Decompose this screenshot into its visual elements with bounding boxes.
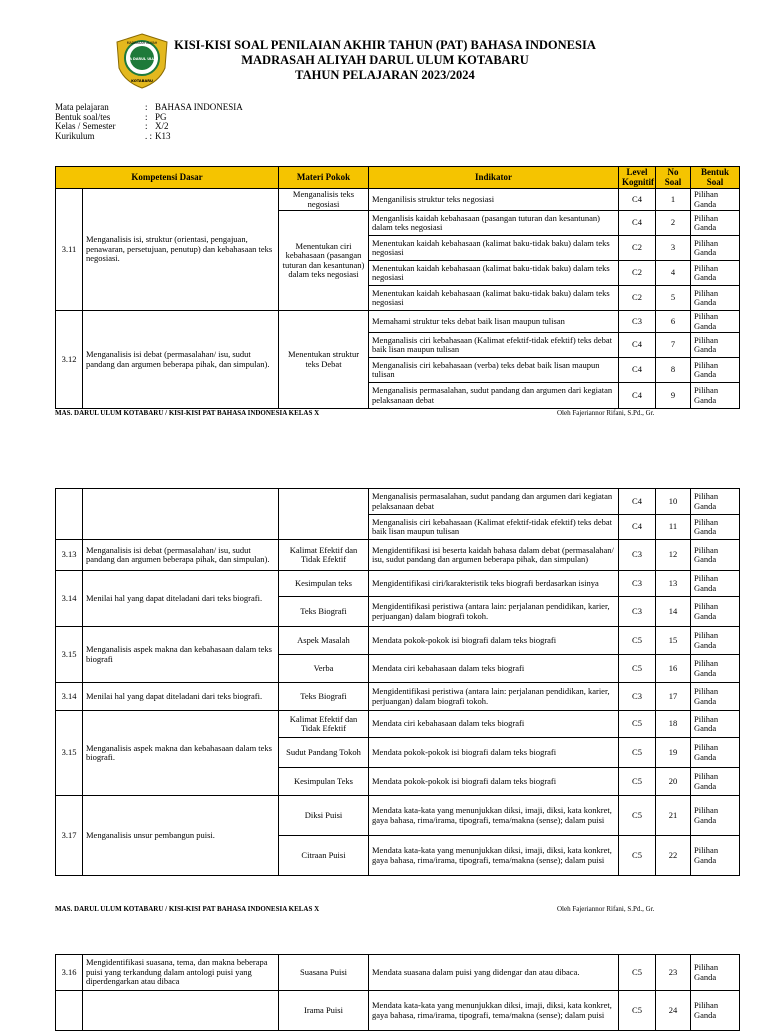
kd-text — [83, 991, 279, 1031]
no-cell: 14 — [656, 597, 691, 627]
level-cell: C3 — [619, 540, 656, 571]
kd-number: 3.12 — [56, 311, 83, 409]
no-cell: 19 — [656, 738, 691, 768]
indikator-cell: Menganalisis ciri kebahasaan (verba) teks debat baik lisan maupun tulisan — [369, 358, 619, 383]
kd-number: 3.17 — [56, 796, 83, 876]
footer-right: Oleh Fajeriannor Rifani, S.Pd., Gr. — [557, 905, 655, 913]
bentuk-cell: Pilihan Ganda — [691, 211, 740, 236]
document-header — [0, 30, 768, 90]
level-cell: C2 — [619, 261, 656, 286]
no-cell: 4 — [656, 261, 691, 286]
bentuk-cell: Pilihan Ganda — [691, 189, 740, 211]
no-cell: 6 — [656, 311, 691, 333]
materi-cell: Kesimpulan Teks — [279, 768, 369, 796]
page-1 — [0, 0, 768, 430]
no-cell: 12 — [656, 540, 691, 571]
bentuk-cell: Pilihan Ganda — [691, 683, 740, 711]
table-row — [56, 796, 740, 836]
bentuk-cell: Pilihan Ganda — [691, 540, 740, 571]
kd-number — [56, 991, 83, 1031]
footer-left: MAS. DARUL ULUM KOTABARU / KISI-KISI PAT BAHASA INDONESIA KELAS X — [55, 905, 320, 913]
bentuk-cell: Pilihan Ganda — [691, 333, 740, 358]
level-cell: C5 — [619, 955, 656, 991]
materi-cell: Aspek Masalah — [279, 627, 369, 655]
materi-cell: Suasana Puisi — [279, 955, 369, 991]
materi-cell: Kalimat Efektif dan Tidak Efektif — [279, 711, 369, 738]
no-cell: 13 — [656, 571, 691, 597]
materi-cell: Kesimpulan teks — [279, 571, 369, 597]
page-3 — [0, 950, 768, 1024]
level-cell: C2 — [619, 236, 656, 261]
header-bentuk: Bentuk Soal — [691, 167, 740, 189]
indikator-cell: Menganalisis ciri kebahasaan (Kalimat efektif-tidak efektif) teks debat baik lisan maupun tulisan — [369, 515, 619, 540]
bentuk-cell: Pilihan Ganda — [691, 286, 740, 311]
kd-number: 3.13 — [56, 540, 83, 571]
bentuk-cell: Pilihan Ganda — [691, 796, 740, 836]
bentuk-cell: Pilihan Ganda — [691, 768, 740, 796]
materi-cell: Kalimat Efektif dan Tidak Efektif — [279, 540, 369, 571]
header-materi: Materi Pokok — [279, 167, 369, 189]
materi-cell: Sudut Pandang Tokoh — [279, 738, 369, 768]
no-cell: 11 — [656, 515, 691, 540]
no-cell: 10 — [656, 489, 691, 515]
indikator-cell: Mengidentifikasi ciri/karakteristik teks biografi berdasarkan isinya — [369, 571, 619, 597]
no-cell: 9 — [656, 383, 691, 409]
indikator-cell: Mengidentifikasi peristiwa (antara lain: perjalanan pendidikan, karier, perjuangan) dalam biografi tokoh. — [369, 683, 619, 711]
table-row — [56, 571, 740, 597]
page-2 — [0, 480, 768, 920]
no-cell: 16 — [656, 655, 691, 683]
level-cell: C4 — [619, 358, 656, 383]
kd-number: 3.15 — [56, 627, 83, 683]
no-cell: 18 — [656, 711, 691, 738]
level-cell: C4 — [619, 383, 656, 409]
table-row — [56, 955, 740, 991]
indikator-cell: Mendata kata-kata yang menunjukkan diksi, imaji, diksi, kata konkret, gaya bahasa, rima/irama, tipografi, tema/makna (sense); dalam puisi — [369, 796, 619, 836]
level-cell: C3 — [619, 683, 656, 711]
kd-number: 3.16 — [56, 955, 83, 991]
meta-info — [55, 103, 243, 141]
level-cell: C5 — [619, 768, 656, 796]
bentuk-cell: Pilihan Ganda — [691, 627, 740, 655]
bentuk-cell: Pilihan Ganda — [691, 515, 740, 540]
level-cell: C4 — [619, 189, 656, 211]
table-row — [56, 489, 740, 515]
no-cell: 7 — [656, 333, 691, 358]
level-cell: C5 — [619, 796, 656, 836]
level-cell: C4 — [619, 489, 656, 515]
kd-text: Menilai hal yang dapat diteladani dari teks biografi. — [83, 571, 279, 627]
doc-title-1: KISI-KISI SOAL PENILAIAN AKHIR TAHUN (PAT) BAHASA INDONESIA — [174, 38, 596, 52]
kd-number — [56, 489, 83, 540]
no-cell: 15 — [656, 627, 691, 655]
indikator-cell: Menganalisis permasalahan, sudut pandang dan argumen dari kegiatan pelaksanaan debat — [369, 383, 619, 409]
materi-cell: Verba — [279, 655, 369, 683]
bentuk-cell: Pilihan Ganda — [691, 655, 740, 683]
header-indikator: Indikator — [369, 167, 619, 189]
indikator-cell: Menentukan kaidah kebahasaan (kalimat baku-tidak baku) dalam teks negosiasi — [369, 236, 619, 261]
meta-row: Bentuk soal/tes : PG — [55, 111, 167, 122]
table-row — [56, 540, 740, 571]
indikator-cell: Menganalisis permasalahan, sudut pandang dan argumen dari kegiatan pelaksanaan debat — [369, 489, 619, 515]
table-row — [56, 683, 740, 711]
bentuk-cell: Pilihan Ganda — [691, 489, 740, 515]
indikator-cell: Menganilisis struktur teks negosiasi — [369, 189, 619, 211]
kd-number: 3.15 — [56, 711, 83, 796]
bentuk-cell: Pilihan Ganda — [691, 836, 740, 876]
materi-cell: Teks Biografi — [279, 597, 369, 627]
logo-text-mid: MA DARUL ULUM — [125, 57, 159, 61]
materi-cell — [279, 489, 369, 540]
kd-text: Menganalisis isi, struktur (orientasi, pengajuan, penawaran, persetujuan, penutup) dan kebahasaan teks negosiasi. — [83, 189, 279, 311]
doc-title-3: TAHUN PELAJARAN 2023/2024 — [295, 68, 475, 82]
school-logo — [113, 32, 171, 90]
title-block — [170, 38, 600, 83]
bentuk-cell: Pilihan Ganda — [691, 571, 740, 597]
indikator-cell: Mendata ciri kebahasaan dalam teks biografi — [369, 711, 619, 738]
header-no: No Soal — [656, 167, 691, 189]
level-cell: C2 — [619, 286, 656, 311]
bentuk-cell: Pilihan Ganda — [691, 991, 740, 1031]
no-cell: 20 — [656, 768, 691, 796]
no-cell: 1 — [656, 189, 691, 211]
materi-cell: Menentukan struktur teks Debat — [279, 311, 369, 409]
level-cell: C5 — [619, 738, 656, 768]
level-cell: C5 — [619, 991, 656, 1031]
header-kd: Kompetensi Dasar — [56, 167, 279, 189]
indikator-cell: Menganlisis kaidah kebahasaan (pasangan tuturan dan kesantunan) dalam teks negosiasi — [369, 211, 619, 236]
kd-text: Menilai hal yang dapat diteladani dari teks biografi. — [83, 683, 279, 711]
bentuk-cell: Pilihan Ganda — [691, 597, 740, 627]
materi-cell: Irama Puisi — [279, 991, 369, 1031]
level-cell: C4 — [619, 211, 656, 236]
materi-cell: Menganalisis teks negosiasi — [279, 189, 369, 211]
logo-text-top: MADRASAH ALIYAH — [126, 41, 158, 45]
kd-text: Menganalisis isi debat (permasalahan/ isu, sudut pandang dan argumen beberapa pihak, dan simpulan). — [83, 540, 279, 571]
no-cell: 5 — [656, 286, 691, 311]
indikator-cell: Mengidentifikasi isi beserta kaidah bahasa dalam debat (permasalahan/ isu, sudut pandang dan argumen beberapa pihak, dan simpulan) — [369, 540, 619, 571]
no-cell: 21 — [656, 796, 691, 836]
level-cell: C3 — [619, 571, 656, 597]
bentuk-cell: Pilihan Ganda — [691, 955, 740, 991]
indikator-cell: Mendata pokok-pokok isi biografi dalam teks biografi — [369, 738, 619, 768]
meta-row: Kurikulum . : K13 — [55, 130, 171, 141]
level-cell: C3 — [619, 311, 656, 333]
meta-row: Kelas / Semester : X/2 — [55, 121, 169, 132]
materi-cell: Citraan Puisi — [279, 836, 369, 876]
table-header-row — [56, 167, 740, 189]
table-row — [56, 189, 740, 211]
indikator-cell: Memahami struktur teks debat baik lisan maupun tulisan — [369, 311, 619, 333]
bentuk-cell: Pilihan Ganda — [691, 738, 740, 768]
materi-cell: Teks Biografi — [279, 683, 369, 711]
bentuk-cell: Pilihan Ganda — [691, 711, 740, 738]
kd-text: Menganalisis aspek makna dan kebahasaan dalam teks biografi — [83, 627, 279, 683]
footer-left: MAS. DARUL ULUM KOTABARU / KISI-KISI PAT BAHASA INDONESIA KELAS X — [55, 409, 320, 417]
materi-cell: Menentukan ciri kebahasaan (pasangan tuturan dan kesantunan) dalam teks negosiasi — [279, 211, 369, 311]
level-cell: C3 — [619, 597, 656, 627]
no-cell: 2 — [656, 211, 691, 236]
materi-cell: Diksi Puisi — [279, 796, 369, 836]
no-cell: 22 — [656, 836, 691, 876]
indikator-cell: Mendata kata-kata yang menunjukkan diksi, imaji, diksi, kata konkret, gaya bahasa, rima/irama, tipografi, tema/makna (sense); dalam puisi — [369, 836, 619, 876]
bentuk-cell: Pilihan Ganda — [691, 236, 740, 261]
indikator-cell: Menganalisis ciri kebahasaan (Kalimat efektif-tidak efektif) teks debat baik lisan maupun tulisan — [369, 333, 619, 358]
no-cell: 17 — [656, 683, 691, 711]
kd-number: 3.11 — [56, 189, 83, 311]
kd-text: Menganalisis isi debat (permasalahan/ isu, sudut pandang dan argumen beberapa pihak, dan simpulan). — [83, 311, 279, 409]
indikator-cell: Mendata ciri kebahasaan dalam teks biografi — [369, 655, 619, 683]
bentuk-cell: Pilihan Ganda — [691, 261, 740, 286]
kd-text: Mengidentifikasi suasana, tema, dan makna beberapa puisi yang terkandung dalam antologi puisi yang diperdengarkan atau dibaca — [83, 955, 279, 991]
meta-row: Mata pelajaran : BAHASA INDONESIA — [55, 102, 243, 112]
kd-number: 3.14 — [56, 571, 83, 627]
level-cell: C5 — [619, 711, 656, 738]
table-row — [56, 311, 740, 333]
table-row — [56, 711, 740, 738]
indikator-cell: Mendata suasana dalam puisi yang didengar dan atau dibaca. — [369, 955, 619, 991]
indikator-cell: Mendata pokok-pokok isi biografi dalam teks biografi — [369, 627, 619, 655]
level-cell: C4 — [619, 333, 656, 358]
bentuk-cell: Pilihan Ganda — [691, 358, 740, 383]
level-cell: C5 — [619, 655, 656, 683]
kisi-table-page-2 — [55, 488, 740, 876]
level-cell: C5 — [619, 836, 656, 876]
indikator-cell: Menentukan kaidah kebahasaan (kalimat baku-tidak baku) dalam teks negosiasi — [369, 261, 619, 286]
kd-number: 3.14 — [56, 683, 83, 711]
table-row — [56, 991, 740, 1031]
kd-text — [83, 489, 279, 540]
kd-text: Menganalisis aspek makna dan kebahasaan dalam teks biografi. — [83, 711, 279, 796]
indikator-cell: Mendata pokok-pokok isi biografi dalam teks biografi — [369, 768, 619, 796]
table-row — [56, 627, 740, 655]
no-cell: 8 — [656, 358, 691, 383]
no-cell: 3 — [656, 236, 691, 261]
no-cell: 23 — [656, 955, 691, 991]
footer-right: Oleh Fajeriannor Rifani, S.Pd., Gr. — [557, 409, 655, 417]
indikator-cell: Mendata kata-kata yang menunjukkan diksi, imaji, diksi, kata konkret, gaya bahasa, rima/irama, tipografi, tema/makna (sense); dalam puisi — [369, 991, 619, 1031]
indikator-cell: Menentukan kaidah kebahasaan (kalimat baku-tidak baku) dalam teks negosiasi — [369, 286, 619, 311]
kisi-table-page-1 — [55, 166, 740, 409]
bentuk-cell: Pilihan Ganda — [691, 383, 740, 409]
indikator-cell: Mengidentifikasi peristiwa (antara lain: perjalanan pendidikan, karier, perjuangan) dalam biografi tokoh. — [369, 597, 619, 627]
level-cell: C5 — [619, 627, 656, 655]
header-level: Level Kognitif — [619, 167, 656, 189]
doc-title-2: MADRASAH ALIYAH DARUL ULUM KOTABARU — [241, 53, 529, 67]
kd-text: Menganalisis unsur pembangun puisi. — [83, 796, 279, 876]
kisi-table-page-3 — [55, 954, 740, 1031]
bentuk-cell: Pilihan Ganda — [691, 311, 740, 333]
level-cell: C4 — [619, 515, 656, 540]
no-cell: 24 — [656, 991, 691, 1031]
logo-text-bottom: KOTABARU — [131, 79, 153, 83]
